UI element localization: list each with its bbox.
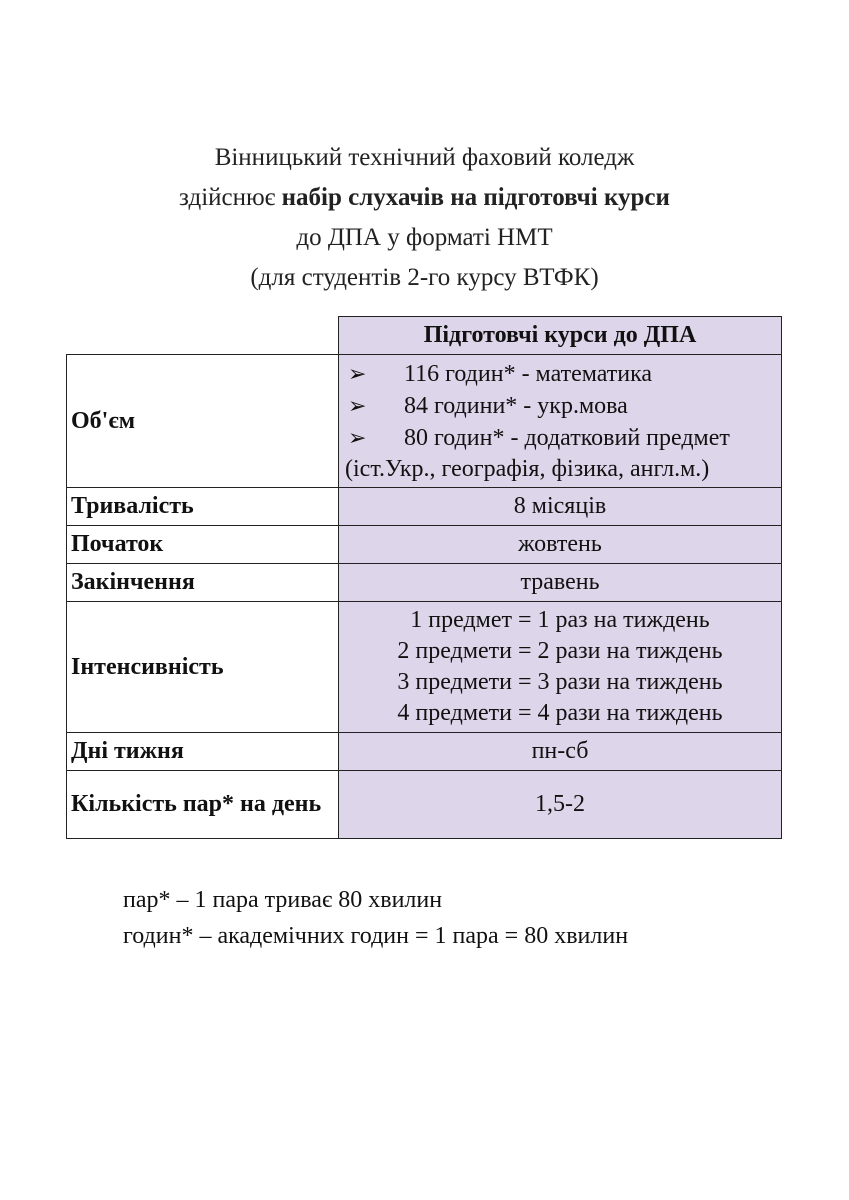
table-row-start xyxy=(67,526,782,564)
intensity-value-cell xyxy=(339,602,782,733)
intensity-line: 4 предмети = 4 рази на тиждень xyxy=(397,700,723,726)
table-row-volume xyxy=(67,355,782,488)
header-blank-cell xyxy=(67,317,339,355)
volume-value-cell xyxy=(339,355,782,488)
footnote-pair: пар* – 1 пара триває 80 хвилин xyxy=(123,887,443,913)
volume-item-text: 80 годин* - додатковий предмет xyxy=(404,424,730,451)
duration-label: Тривалість xyxy=(67,488,339,526)
footnote-hours: годин* – академічних годин = 1 пара = 80 хвилин xyxy=(123,923,629,949)
volume-item-text: 116 годин* - математика xyxy=(404,360,653,387)
volume-label: Об'єм xyxy=(67,355,339,488)
days-label: Дні тижня xyxy=(67,733,339,771)
end-label: Закінчення xyxy=(67,564,339,602)
audience-line: (для студентів 2-го курсу ВТФК) xyxy=(250,264,599,291)
arrow-bullet-icon: ➢ xyxy=(348,360,367,386)
exam-format-line: до ДПА у форматі НМТ xyxy=(296,224,553,251)
intensity-label: Інтенсивність xyxy=(67,602,339,733)
footnotes xyxy=(123,882,628,954)
college-name: Вінницький технічний фаховий коледж xyxy=(214,144,635,171)
table-row-end xyxy=(67,564,782,602)
table-header-row xyxy=(67,317,782,355)
table-row-pairs xyxy=(67,771,782,839)
arrow-bullet-icon: ➢ xyxy=(348,392,367,418)
intensity-line: 3 предмети = 3 рази на тиждень xyxy=(397,669,723,695)
duration-value: 8 місяців xyxy=(339,488,782,526)
table-row-intensity xyxy=(67,602,782,733)
intensity-line: 2 предмети = 2 рази на тиждень xyxy=(397,638,723,664)
enrollment-line xyxy=(0,178,849,218)
volume-item xyxy=(345,390,777,422)
courses-table xyxy=(66,316,782,839)
days-value: пн-сб xyxy=(339,733,782,771)
table-header-cell: Підготовчі курси до ДПА xyxy=(339,317,782,355)
announcement-heading xyxy=(0,138,849,298)
arrow-bullet-icon: ➢ xyxy=(348,424,367,450)
table-row-days xyxy=(67,733,782,771)
pairs-label: Кількість пар* на день xyxy=(67,771,339,839)
volume-subjects-note: (іст.Укр., географія, фізика, англ.м.) xyxy=(345,455,710,482)
volume-item xyxy=(345,422,777,454)
intensity-line: 1 предмет = 1 раз на тиждень xyxy=(410,607,710,633)
start-value: жовтень xyxy=(339,526,782,564)
pairs-value: 1,5-2 xyxy=(339,771,782,839)
start-label: Початок xyxy=(67,526,339,564)
enrollment-bold: набір слухачів на підготовчі курси xyxy=(281,184,670,211)
end-value: травень xyxy=(339,564,782,602)
enrollment-prefix: здійснює xyxy=(179,184,282,211)
volume-item-text: 84 години* - укр.мова xyxy=(404,392,628,419)
volume-item xyxy=(345,358,777,390)
table-row-duration xyxy=(67,488,782,526)
